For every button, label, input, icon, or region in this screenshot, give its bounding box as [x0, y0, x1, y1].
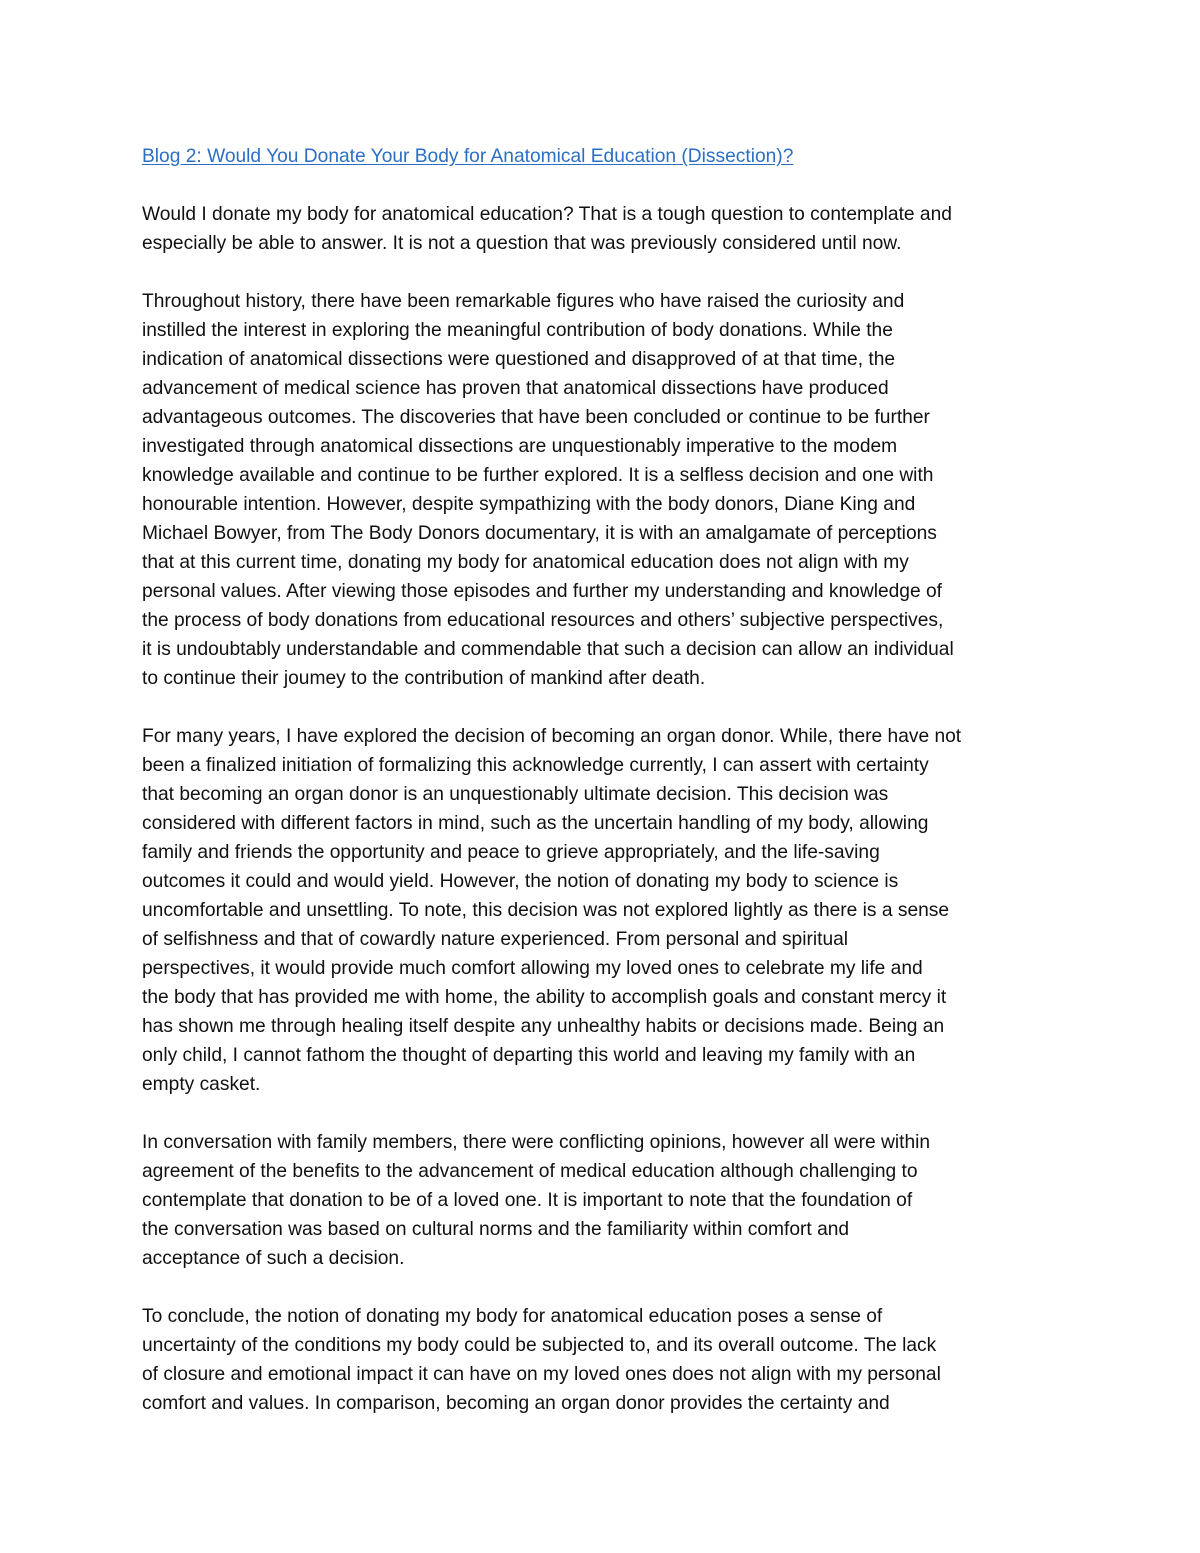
text-line: investigated through anatomical dissections are unquestionably imperative to the modem	[142, 436, 898, 457]
text-line: the conversation was based on cultural norms and the familiarity within comfort and	[142, 1219, 850, 1240]
text-line: instilled the interest in exploring the meaningful contribution of body donations. While the	[142, 320, 893, 341]
text-line: that at this current time, donating my body for anatomical education does not align with my	[142, 552, 909, 573]
text-line: advantageous outcomes. The discoveries that have been concluded or continue to be further	[142, 407, 930, 428]
text-line: especially be able to answer. It is not a question that was previously considered until now.	[142, 233, 902, 254]
paragraph-1	[142, 200, 1067, 258]
text-line: perspectives, it would provide much comfort allowing my loved ones to celebrate my life and	[142, 958, 923, 979]
text-line: that becoming an organ donor is an unquestionably ultimate decision. This decision was	[142, 784, 889, 805]
text-line: only child, I cannot fathom the thought of departing this world and leaving my family with an	[142, 1045, 916, 1066]
text-line: uncertainty of the conditions my body could be subjected to, and its overall outcome. The lack	[142, 1335, 937, 1356]
text-line: comfort and values. In comparison, becoming an organ donor provides the certainty and	[142, 1393, 890, 1414]
text-line: In conversation with family members, there were conflicting opinions, however all were within	[142, 1132, 931, 1153]
text-line: considered with different factors in mind, such as the uncertain handling of my body, allowing	[142, 813, 929, 834]
text-line: contemplate that donation to be of a loved one. It is important to note that the foundation of	[142, 1190, 913, 1211]
paragraph-2	[142, 287, 1067, 693]
text-line: of selfishness and that of cowardly nature experienced. From personal and spiritual	[142, 929, 849, 950]
text-line: of closure and emotional impact it can have on my loved ones does not align with my personal	[142, 1364, 941, 1385]
text-line: advancement of medical science has proven that anatomical dissections have produced	[142, 378, 889, 399]
text-line: family and friends the opportunity and peace to grieve appropriately, and the life-saving	[142, 842, 880, 863]
text-line: outcomes it could and would yield. However, the notion of donating my body to science is	[142, 871, 899, 892]
text-line: Michael Bowyer, from The Body Donors documentary, it is with an amalgamate of perceptions	[142, 523, 937, 544]
document-body	[142, 142, 1067, 1447]
text-line: honourable intention. However, despite sympathizing with the body donors, Diane King and	[142, 494, 916, 515]
text-line: indication of anatomical dissections were questioned and disapproved of at that time, the	[142, 349, 896, 370]
text-line: acceptance of such a decision.	[142, 1248, 405, 1269]
text-line: Would I donate my body for anatomical education? That is a tough question to contemplate and	[142, 204, 952, 225]
text-line: has shown me through healing itself despite any unhealthy habits or decisions made. Being an	[142, 1016, 945, 1037]
paragraph-4	[142, 1128, 1067, 1273]
paragraphs-container	[142, 200, 1067, 1418]
page-title	[142, 142, 1067, 171]
text-line: For many years, I have explored the decision of becoming an organ donor. While, there have not	[142, 726, 962, 747]
text-line: personal values. After viewing those episodes and further my understanding and knowledge of	[142, 581, 942, 602]
title-link[interactable]: Blog 2: Would You Donate Your Body for Anatomical Education (Dissection)?	[142, 146, 794, 167]
paragraph-5	[142, 1302, 1067, 1418]
text-line: empty casket.	[142, 1074, 261, 1095]
text-line: knowledge available and continue to be further explored. It is a selfless decision and one with	[142, 465, 934, 486]
text-line: agreement of the benefits to the advancement of medical education although challenging to	[142, 1161, 918, 1182]
text-line: To conclude, the notion of donating my body for anatomical education poses a sense of	[142, 1306, 883, 1327]
text-line: the body that has provided me with home, the ability to accomplish goals and constant mercy it	[142, 987, 947, 1008]
text-line: uncomfortable and unsettling. To note, this decision was not explored lightly as there is a sense	[142, 900, 950, 921]
text-line: the process of body donations from educational resources and others’ subjective perspectives,	[142, 610, 944, 631]
text-line: been a finalized initiation of formalizing this acknowledge currently, I can assert with certainty	[142, 755, 929, 776]
paragraph-3	[142, 722, 1067, 1099]
text-line: it is undoubtably understandable and commendable that such a decision can allow an individual	[142, 639, 954, 660]
text-line: Throughout history, there have been remarkable figures who have raised the curiosity and	[142, 291, 905, 312]
text-line: to continue their joumey to the contribution of mankind after death.	[142, 668, 706, 689]
